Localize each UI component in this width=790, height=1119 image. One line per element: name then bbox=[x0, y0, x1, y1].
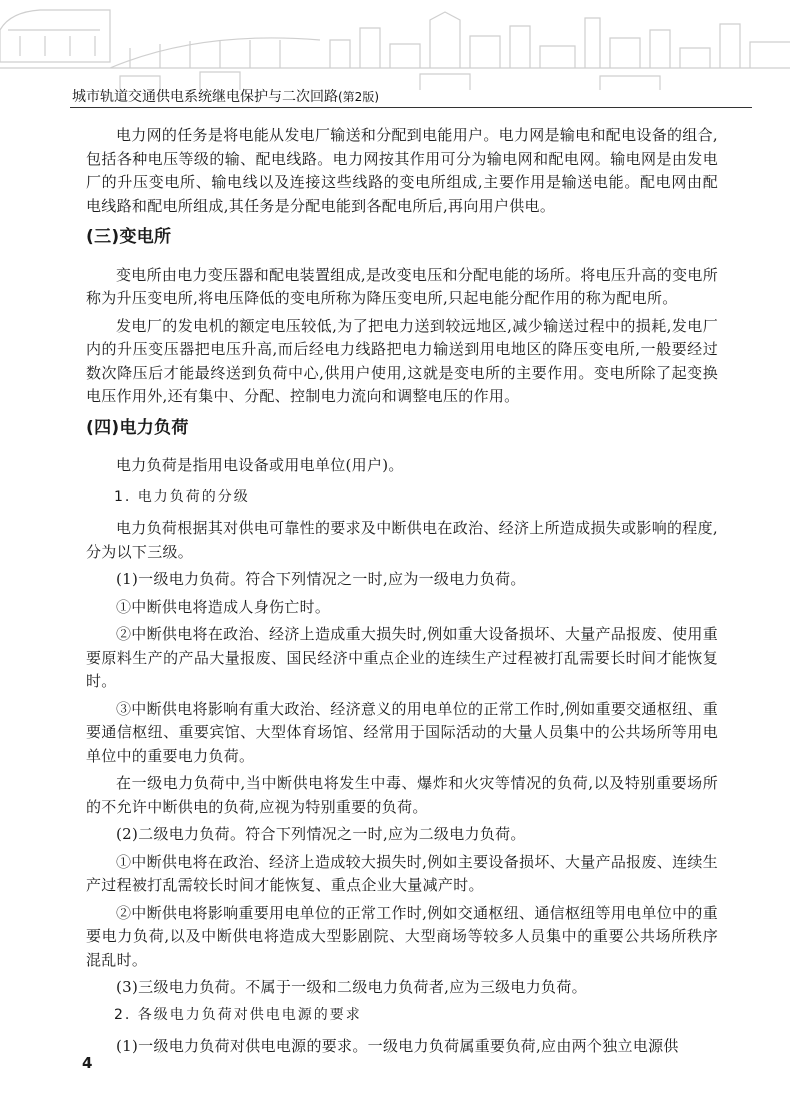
track-arch-illustration bbox=[0, 38, 790, 68]
paragraph: ①中断供电将在政治、经济上造成较大损失时,例如主要设备损坏、大量产品报废、连续生产过程被打乱需较长时间才能恢复、重点企业大量减产时。 bbox=[86, 852, 718, 894]
paragraph: 发电厂的发电机的额定电压较低,为了把电力送到较远地区,减少输送过程中的损耗,发电厂内的升压变压器把电压升高,而后经电力线路把电力输送到用电地区的降压变电所,一般要经过数次降压后才能最终送到负荷中心,供用户使用,这就是变电所的主要作用。变电所除了起变换电压作用外,还有集中、分配、控制电力流向和调整电压的作用。 bbox=[86, 316, 718, 405]
paragraph: (2)二级电力负荷。符合下列情况之一时,应为二级电力负荷。 bbox=[116, 825, 526, 843]
edition-label: (第2版) bbox=[338, 90, 379, 104]
header-banner-illustration bbox=[0, 0, 790, 90]
paragraph: 在一级电力负荷中,当中断供电将发生中毒、爆炸和火灾等情况的负荷,以及特别重要场所的不允许中断供电的负荷,应视为特别重要的负荷。 bbox=[86, 774, 718, 816]
train-illustration bbox=[0, 10, 110, 62]
paragraph: ②中断供电将影响重要用电单位的正常工作时,例如交通枢纽、通信枢纽等用电单位中的重要电力负荷,以及中断供电将造成大型影剧院、大型商场等较多人员集中的重要公共场所秩序混乱时。 bbox=[86, 903, 718, 969]
section-heading-substation: (三)变电所 bbox=[86, 227, 172, 247]
city-skyline-illustration bbox=[330, 12, 790, 68]
paragraph: ①中断供电将造成人身伤亡时。 bbox=[116, 597, 331, 616]
section-heading-power-load: (四)电力负荷 bbox=[86, 417, 189, 438]
paragraph: (1)一级电力负荷。符合下列情况之一时,应为一级电力负荷。 bbox=[116, 570, 526, 588]
page-number: 4 bbox=[82, 1054, 93, 1072]
paragraph: 电力网的任务是将电能从发电厂输送和分配到电能用户。电力网是输电和配电设备的组合,包括各种电压等级的输、配电线路。电力网按其作用可分为输电网和配电网。输电网是由发电厂的升压变电所、输电线以及连接这些线路的变电所组成,主要作用是输送电能。配电网由配电线路和配电所组成,其任务是分配电能到各配电所后,再向用户供电。 bbox=[86, 126, 718, 215]
header-divider bbox=[70, 107, 752, 108]
paragraph: ③中断供电将影响有重大政治、经济意义的用电单位的正常工作时,例如重要交通枢纽、重要通信枢纽、重要宾馆、大型体育场馆、经常用于国际活动的大量人员集中的公共场所等用电单位中的重要电力负荷。 bbox=[86, 699, 718, 765]
paragraph: 变电所由电力变压器和配电装置组成,是改变电压和分配电能的场所。将电压升高的变电所称为升压变电所,将电压降低的变电所称为降压变电所,只起电能分配作用的称为配电所。 bbox=[86, 265, 718, 307]
paragraph: 电力负荷是指用电设备或用电单位(用户)。 bbox=[116, 456, 404, 474]
paragraph: (3)三级电力负荷。不属于一级和二级电力负荷者,应为三级电力负荷。 bbox=[116, 978, 587, 996]
paragraph: (1)一级电力负荷对供电电源的要求。一级电力负荷属重要负荷,应由两个独立电源供 bbox=[116, 1037, 679, 1055]
book-title: 城市轨道交通供电系统继电保护与二次回路 bbox=[72, 89, 338, 105]
subsection-heading-supply-requirements: 2. 各级电力负荷对供电电源的要求 bbox=[114, 1006, 362, 1023]
subsection-heading-load-grading: 1. 电力负荷的分级 bbox=[114, 488, 250, 505]
running-header bbox=[72, 86, 379, 106]
paragraph: 电力负荷根据其对供电可靠性的要求及中断供电在政治、经济上所造成损失或影响的程度,分为以下三级。 bbox=[86, 519, 718, 561]
paragraph: ②中断供电将在政治、经济上造成重大损失时,例如重大设备损坏、大量产品报废、使用重要原料生产的产品大量报废、国民经济中重点企业的连续生产过程被打乱需要长时间才能恢复时。 bbox=[86, 625, 718, 690]
page-body bbox=[86, 124, 718, 1063]
